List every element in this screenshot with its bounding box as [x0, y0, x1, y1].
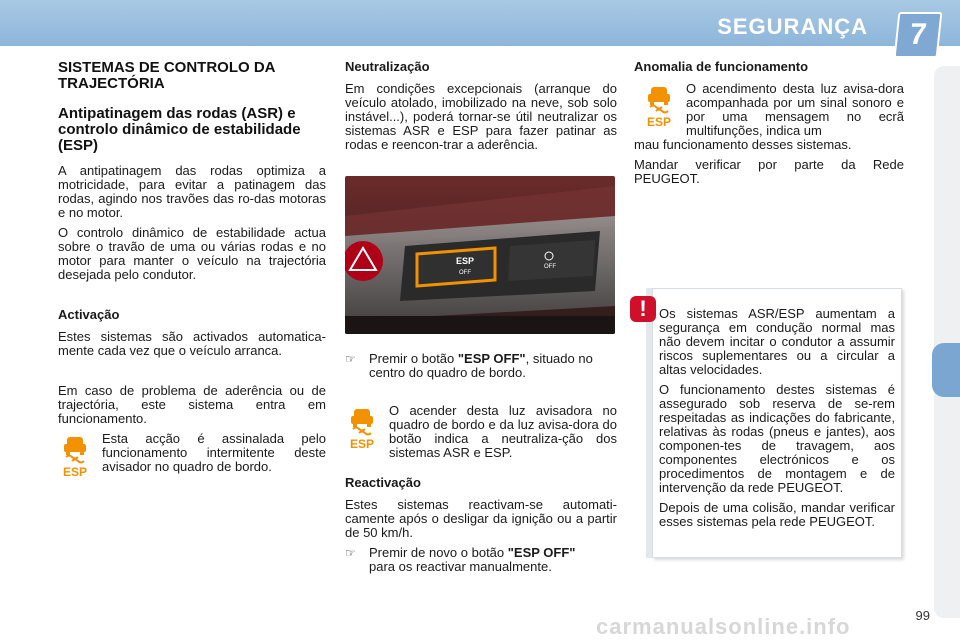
esp-warning-note — [58, 432, 326, 478]
bullet-text-suffix: para os reactivar manualmente. — [369, 559, 552, 574]
watermark: carmanualsonline.info — [596, 614, 851, 639]
column-right — [634, 60, 904, 192]
esp-icon-label: ESP — [62, 465, 88, 478]
reactivation-heading: Reactivação — [345, 475, 421, 490]
esp-warning-icon — [58, 434, 92, 478]
bullet-text: Premir o botão — [369, 351, 458, 366]
chapter-tab-rail — [934, 66, 960, 618]
paragraph: Estes sistemas são activados automatica-mente cada vez que o veículo arranca. — [58, 329, 326, 358]
esp-icon-label: ESP — [349, 437, 375, 450]
paragraph: O controlo dinâmico de estabilidade actua sobre o travão de uma ou várias rodas e no motor para manter o veículo na trajectória desejada pelo condutor. — [58, 225, 326, 282]
esp-off-button-name: "ESP OFF" — [507, 545, 576, 560]
photo-off-label: OFF — [459, 270, 471, 276]
anomaly-note — [634, 82, 904, 138]
paragraph: Em condições excepcionais (arranque do veículo atolado, imobilizado na neve, sob solo instável...), poderá tornar-se útil neutralizar os sistemas ASR e ESP para fazer patinar as rodas e reencon-trar a aderência. — [345, 81, 617, 152]
column-middle — [345, 60, 617, 574]
chapter-number-tab[interactable]: 7 — [894, 12, 943, 58]
subsection-title: Antipatinagem das rodas (ASR) e controlo dinâmico de estabilidade (ESP) — [58, 105, 301, 154]
paragraph: A antipatinagem das rodas optimiza a motricidade, para evitar a patinagem das rodas, agindo nos travões das ro-das motoras e no motor. — [58, 163, 326, 220]
esp-off-warning-icon — [345, 406, 379, 450]
page-section-title: SEGURANÇA — [717, 14, 868, 39]
active-chapter-tab[interactable] — [932, 343, 960, 397]
instruction-bullet — [345, 546, 617, 574]
pointing-hand-icon: ☞ — [345, 546, 356, 560]
paragraph: mau funcionamento desses sistemas. — [634, 137, 852, 152]
safety-note-box — [652, 288, 902, 558]
page-number: 99 — [915, 608, 930, 623]
dashboard-image — [345, 176, 615, 334]
icon-description: O acendimento desta luz avisa-dora acompanhada por um sinal sonoro e por uma mensagem no ecrã multifunções, indica um — [686, 81, 904, 138]
anomaly-heading: Anomalia de funcionamento — [634, 59, 809, 74]
icon-description: Esta acção é assinalada pelo funcionamento intermitente deste avisador no quadro de bordo. — [102, 431, 326, 474]
pointing-hand-icon: ☞ — [345, 352, 356, 366]
photo-off-label-2: OFF — [544, 264, 556, 270]
note-paragraph: O funcionamento destes sistemas é assegurado sob reserva de se-rem respeitadas as indicações do fabricante, relativas às rodas (pneus e jantes), aos componen-tes de travagem, aos componentes electrónicos e os procedimentos de montagem e de intervenção da rede PEUGEOT. — [659, 382, 895, 495]
neutralization-note — [345, 404, 617, 460]
bullet-text: Premir de novo o botão — [369, 545, 508, 560]
esp-off-button-name: "ESP OFF" — [457, 351, 526, 366]
neutralization-heading: Neutralização — [345, 59, 430, 74]
exclamation-warning-icon: ! — [630, 296, 656, 322]
note-paragraph: Os sistemas ASR/ESP aumentam a segurança em condução normal mas não devem incitar o condutor a assumir riscos suplementares ou a circular a altas velocidades. — [659, 306, 895, 377]
note-paragraph: Depois de uma colisão, mandar verificar esses sistemas pela rede PEUGEOT. — [659, 500, 895, 529]
paragraph: Estes sistemas reactivam-se automati-camente após o desligar da ignição ou a partir de 50 km/h. — [345, 497, 617, 540]
paragraph: Em caso de problema de aderência ou de trajectória, este sistema entra em funcionamento. — [58, 383, 326, 426]
activation-heading: Activação — [58, 307, 120, 322]
column-left — [58, 60, 326, 478]
paragraph: Mandar verificar por parte da Rede PEUGEOT. — [634, 157, 904, 186]
esp-warning-icon — [642, 84, 676, 128]
photo-esp-label: ESP — [455, 256, 475, 266]
dashboard-photo — [345, 176, 615, 334]
icon-description: O acender desta luz avisadora no quadro de bordo e da luz avisa-dora do botão indica a neutraliza-ção dos sistemas ASR e ESP. — [389, 403, 617, 460]
instruction-bullet — [345, 352, 617, 380]
esp-icon-label: ESP — [646, 115, 672, 128]
section-title: SISTEMAS DE CONTROLO DA TRAJECTÓRIA — [58, 59, 275, 92]
bullet-text-suffix: , situado no centro do quadro de bordo. — [369, 351, 593, 380]
